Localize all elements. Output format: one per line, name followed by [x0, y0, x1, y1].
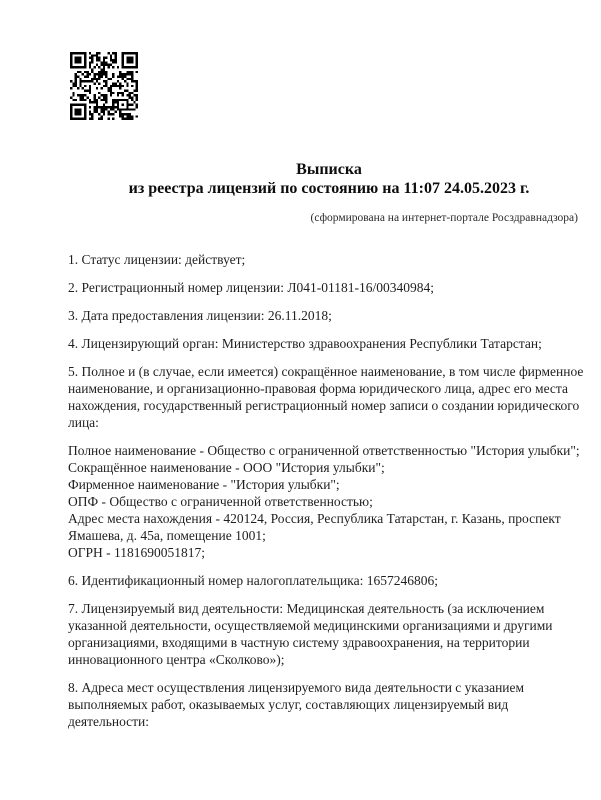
item-activity-addresses: 8. Адреса мест осуществления лицензируемого вида деятельности с указанием выполняемых работ, оказываемых услуг, составляющих лицензируемый вид деятельности: [68, 680, 525, 729]
org-details-block [68, 442, 590, 561]
item-license-date: 3. Дата предоставления лицензии: 26.11.2018; [68, 308, 332, 323]
item-licensed-activity: 7. Лицензируемый вид деятельности: Медицинская деятельность (за исключением указанной деятельности, осуществляемой медицинскими организациями и другими организациями, входящими в частную систему здравоохранения, на территории инновационного центра «Сколково»); [68, 601, 553, 667]
org-ogrn: ОГРН - 1181690051817; [68, 545, 206, 560]
title-line-1: Выписка [296, 161, 362, 178]
title-line-2: из реестра лицензий по состоянию на 11:07 24.05.2023 г. [128, 180, 530, 197]
document-body [68, 251, 590, 730]
org-address: Адрес места нахождения - 420124, Россия, Республика Татарстан, г. Казань, проспект Ямашева, д. 45а, помещение 1001; [68, 511, 561, 543]
item-legal-entity-heading: 5. Полное и (в случае, если имеется) сокращённое наименование, в том числе фирменное наименование, и организационно-правовая форма юридического лица, адрес его места нахождения, государственный регистрационный номер записи о создании юридического лица: [68, 364, 584, 430]
document-title [68, 160, 590, 198]
item-licensing-authority: 4. Лицензирующий орган: Министерство здравоохранения Республики Татарстан; [68, 336, 542, 351]
org-full-name: Полное наименование - Общество с ограниченной ответственностью "История улыбки"; [68, 443, 580, 458]
document-subtitle: (сформирована на интернет-портале Росздравнадзора) [310, 212, 578, 224]
item-taxpayer-number: 6. Идентификационный номер налогоплательщика: 1657246806; [68, 573, 438, 588]
org-brand-name: Фирменное наименование - "История улыбки"; [68, 477, 340, 492]
item-license-status: 1. Статус лицензии: действует; [68, 252, 246, 267]
org-short-name: Сокращённое наименование - ООО "История улыбки"; [68, 460, 385, 475]
org-legal-form: ОПФ - Общество с ограниченной ответственностью; [68, 494, 373, 509]
item-registration-number: 2. Регистрационный номер лицензии: Л041-01181-16/00340984; [68, 280, 435, 295]
document-content [68, 0, 590, 741]
